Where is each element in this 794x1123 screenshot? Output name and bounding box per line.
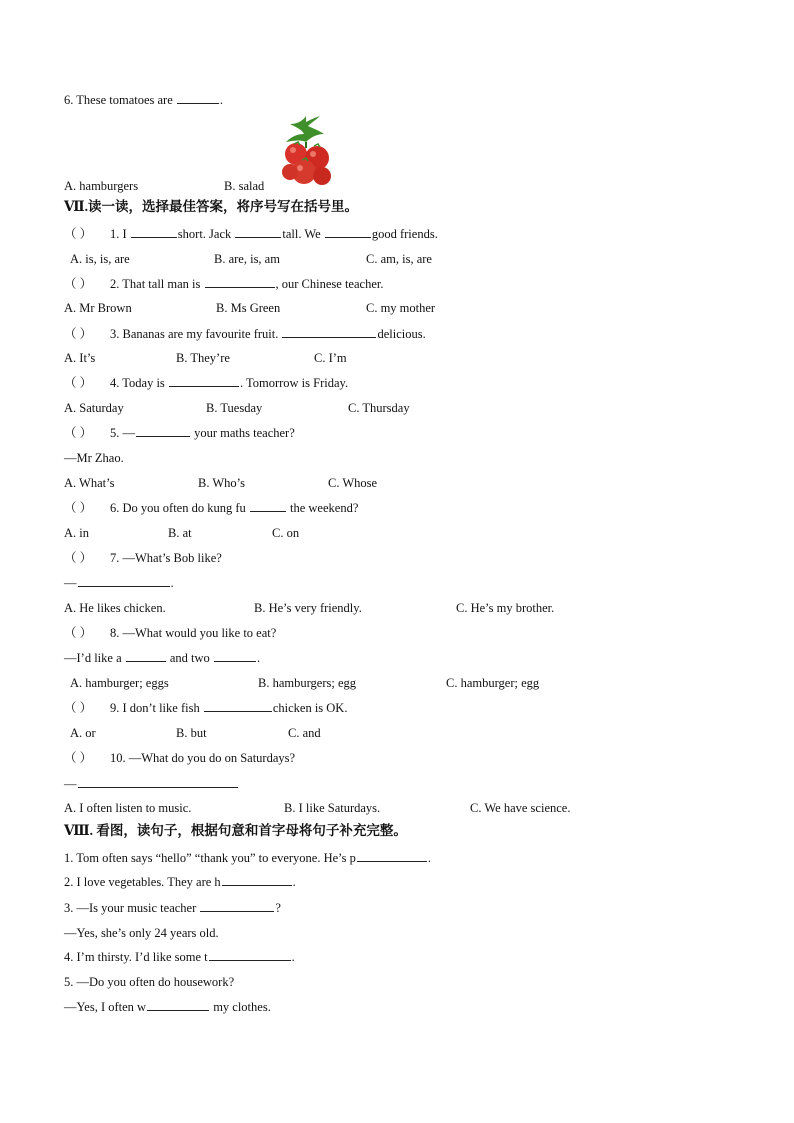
q6-option-a: A. in [64,526,89,540]
answer-blank[interactable] [205,276,275,288]
s8-line-6: 5. —Do you often do housework? [64,975,235,989]
q9-option-c: C. and [288,726,321,740]
question-2: （ ） 2. That tall man is , our Chinese teacher. [64,277,384,291]
q9-option-a: A. or [70,726,96,740]
answer-blank[interactable] [78,776,238,788]
answer-blank[interactable] [78,575,170,587]
answer-blank[interactable] [126,650,166,662]
q1-option-a: A. is, is, are [70,252,130,266]
answer-paren[interactable]: （ ） [64,501,93,515]
q6-option-b: B. at [168,526,192,540]
q4-option-c: C. Thursday [348,401,410,415]
question-7: （ ） 7. —What’s Bob like? [64,551,222,565]
q2-option-c: C. my mother [366,301,436,315]
q10-option-c: C. We have science. [470,801,571,815]
answer-blank[interactable] [235,226,281,238]
q6-option-c: C. on [272,526,300,540]
q8-option-b: B. hamburgers; egg [258,676,357,690]
q7-option-b: B. He’s very friendly. [254,601,362,615]
s8-line-3: 3. —Is your music teacher ? [64,901,281,915]
q5-option-c: C. Whose [328,476,378,490]
q6-stem: 6. These tomatoes are . [64,93,224,107]
q3-option-b: B. They’re [176,351,230,365]
q4-option-b: B. Tuesday [206,401,263,415]
answer-blank[interactable] [136,425,190,437]
answer-paren[interactable]: （ ） [64,327,93,341]
q3-option-a: A. It’s [64,351,96,365]
q8-option-c: C. hamburger; egg [446,676,540,690]
q6-option-a: A. hamburgers [64,179,139,193]
q9-option-b: B. but [176,726,207,740]
q5-option-a: A. What’s [64,476,115,490]
q7-option-c: C. He’s my brother. [456,601,555,615]
answer-blank[interactable] [147,999,209,1011]
question-10: （ ） 10. —What do you do on Saturdays? [64,751,296,765]
question-3: （ ） 3. Bananas are my favourite fruit. delicious. [64,327,426,341]
answer-paren[interactable]: （ ） [64,751,93,765]
s8-line-5: 4. I’m thirsty. I’d like some t . [64,950,295,964]
answer-blank[interactable] [325,226,371,238]
answer-blank[interactable] [200,900,274,912]
q10-reply: — [64,776,239,792]
q4-option-a: A. Saturday [64,401,124,415]
q1-option-b: B. are, is, am [214,252,280,266]
s8-line-7: —Yes, I often w my clothes. [64,1000,271,1014]
answer-paren[interactable]: （ ） [64,701,93,715]
answer-paren[interactable]: （ ） [64,376,93,390]
answer-blank[interactable] [204,700,272,712]
q3-option-c: C. I’m [314,351,347,365]
q8-option-a: A. hamburger; eggs [70,676,169,690]
answer-blank[interactable] [177,92,219,104]
q5-option-b: B. Who’s [198,476,245,490]
answer-blank[interactable] [222,874,292,886]
question-8: （ ） 8. —What would you like to eat? [64,626,277,640]
q7-option-a: A. He likes chicken. [64,601,166,615]
tomato-cluster-icon [276,112,338,192]
question-9: （ ） 9. I don’t like fish chicken is OK. [64,701,348,715]
q10-option-a: A. I often listen to music. [64,801,192,815]
s8-line-1: 1. Tom often says “hello” “thank you” to everyone. He’s p . [64,851,431,865]
q1-option-c: C. am, is, are [366,252,432,266]
answer-paren[interactable]: （ ） [64,227,93,241]
question-6: （ ） 6. Do you often do kung fu the weekend? [64,501,359,515]
section-7-title: Ⅶ.读一读，选择最佳答案，将序号写在括号里。 [64,199,358,214]
answer-blank[interactable] [250,500,286,512]
answer-blank[interactable] [282,326,376,338]
q5-reply: —Mr Zhao. [64,451,124,465]
question-5: （ ） 5. — your maths teacher? [64,426,295,440]
s8-line-4: —Yes, she’s only 24 years old. [64,926,219,940]
question-1: （ ） 1. I short. Jack tall. We good friends. [64,227,438,241]
answer-paren[interactable]: （ ） [64,277,93,291]
section-8-title: Ⅷ. 看图，读句子，根据句意和首字母将句子补充完整。 [64,823,407,838]
q8-reply: —I’d like a and two . [64,651,261,665]
answer-paren[interactable]: （ ） [64,426,93,440]
answer-blank[interactable] [357,850,427,862]
answer-blank[interactable] [131,226,177,238]
s8-line-2: 2. I love vegetables. They are h . [64,875,296,889]
question-4: （ ） 4. Today is . Tomorrow is Friday. [64,376,349,390]
q6-option-b: B. salad [224,179,265,193]
q10-option-b: B. I like Saturdays. [284,801,381,815]
answer-blank[interactable] [214,650,256,662]
answer-paren[interactable]: （ ） [64,626,93,640]
q2-option-b: B. Ms Green [216,301,281,315]
q7-reply: — . [64,576,174,590]
answer-paren[interactable]: （ ） [64,551,93,565]
answer-blank[interactable] [169,375,239,387]
answer-blank[interactable] [209,949,291,961]
q2-option-a: A. Mr Brown [64,301,132,315]
